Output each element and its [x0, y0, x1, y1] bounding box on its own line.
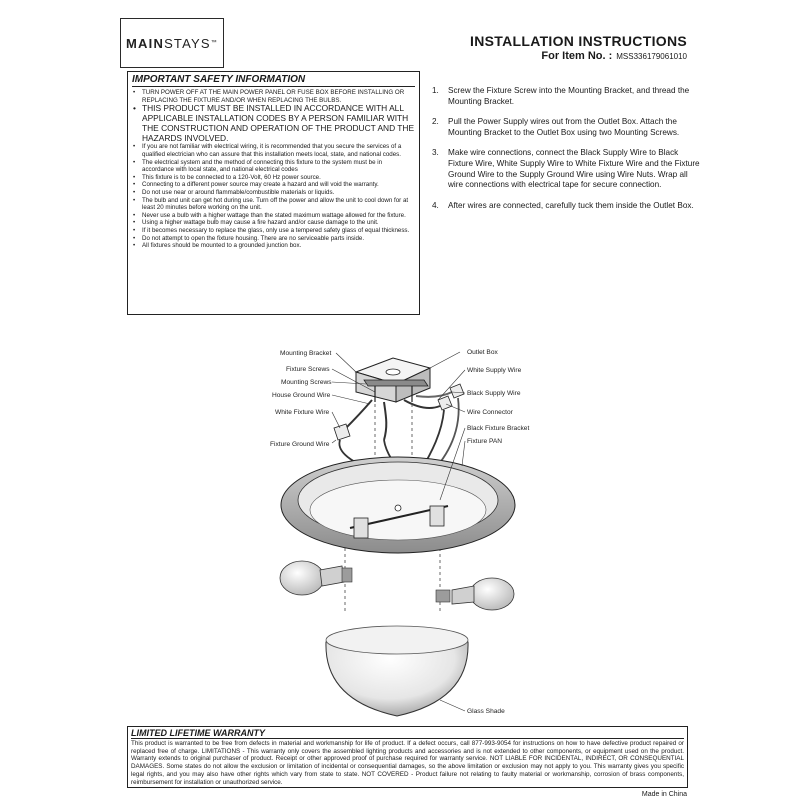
step-text: Make wire connections, connect the Black Supply Wire to Black Fixture Wire, White Supply Wire to White Fixture Wire and the Fixture Ground Wire to the Supply Ground Wire using Wire Nuts. Wrap all wire connections with electrical tape for secure connection.	[448, 148, 700, 190]
item-label: For Item No. :	[541, 50, 613, 62]
safety-item: • If it becomes necessary to replace the glass, only use a tempered safety glass of equal thickness.	[132, 227, 415, 235]
safety-item: • If you are not familiar with electrical wiring, it is recommended that you secure the services of a qualified electrician who can assure that this installation meets local, state, and national codes.	[132, 143, 415, 158]
label-house-ground-wire: House Ground Wire	[272, 392, 331, 399]
step-number: 4.	[432, 200, 439, 210]
bulb-left	[280, 561, 352, 595]
glass-shade	[326, 626, 468, 716]
label-outlet-box: Outlet Box	[467, 349, 498, 356]
brand-tm: ™	[210, 40, 218, 46]
brand-bold: MAIN	[126, 35, 165, 51]
step-text: After wires are connected, carefully tuck them inside the Outlet Box.	[448, 200, 694, 210]
label-glass-shade: Glass Shade	[467, 708, 505, 715]
label-white-fixture-wire: White Fixture Wire	[275, 409, 330, 416]
brand-light: STAYS	[164, 35, 211, 51]
warranty-heading: LIMITED LIFETIME WARRANTY	[131, 728, 684, 739]
step-text: Screw the Fixture Screw into the Mounting Bracket, and thread the Mounting Bracket.	[448, 86, 690, 106]
label-mounting-bracket: Mounting Bracket	[280, 350, 332, 357]
safety-item: • All fixtures should be mounted to a grounded junction box.	[132, 242, 415, 250]
label-wire-connector: Wire Connector	[467, 409, 513, 416]
made-in-label: Made in China	[641, 791, 687, 798]
safety-item: • This fixture is to be connected to a 120-Volt, 60 Hz power source.	[132, 174, 415, 182]
safety-item: • Do not use near or around flammable/combustible materials or liquids.	[132, 189, 415, 197]
mounting-bracket	[364, 380, 428, 386]
safety-item: • The bulb and unit can get hot during use. Turn off the power and allow the unit to cool down for at least 20 minutes before working on the unit.	[132, 197, 415, 212]
safety-item: • Never use a bulb with a higher wattage than the stated maximum wattage allowed for the fixture.	[132, 212, 415, 220]
safety-item: • THIS PRODUCT MUST BE INSTALLED IN ACCORDANCE WITH ALL APPLICABLE INSTALLATION CODES BY A PERSON FAMILIAR WITH THE CONSTRUCTION AND OPERATION OF THE PRODUCT AND THE HAZARDS INVOLVED.	[132, 104, 415, 143]
label-fixture-screws: Fixture Screws	[286, 366, 330, 373]
label-black-fixture-bracket: Black Fixture Bracket	[467, 425, 530, 432]
fixture-pan	[281, 457, 515, 553]
step-number: 2.	[432, 117, 439, 127]
page-title: INSTALLATION INSTRUCTIONS	[470, 33, 687, 49]
label-black-supply-wire: Black Supply Wire	[467, 390, 521, 397]
safety-item: • The electrical system and the method of connecting this fixture to the system must be in accordance with local state, and national electrical codes	[132, 159, 415, 174]
safety-item: • Using a higher wattage bulb may cause a fire hazard and/or cause damage to the unit.	[132, 219, 415, 227]
warranty-box	[127, 726, 688, 788]
label-white-supply-wire: White Supply Wire	[467, 367, 522, 374]
safety-item: • TURN POWER OFF AT THE MAIN POWER PANEL OR FUSE BOX BEFORE INSTALLING OR REPLACING THE FIXTURE AND/OR WHEN REPLACING THE BULBS.	[132, 89, 415, 104]
bulb-right	[436, 578, 514, 610]
safety-item: • Do not attempt to open the fixture housing. There are no serviceable parts inside.	[132, 235, 415, 243]
label-mounting-screws: Mounting Screws	[281, 379, 332, 386]
step-text: Pull the Power Supply wires out from the Outlet Box. Attach the Mounting Bracket to the Outlet Box using two Mounting Screws.	[448, 117, 680, 137]
label-fixture-pan: Fixture PAN	[467, 438, 503, 445]
step-number: 1.	[432, 86, 439, 95]
item-number: MSS336179061010	[616, 52, 687, 61]
step-number: 3.	[432, 148, 439, 158]
label-fixture-ground-wire: Fixture Ground Wire	[270, 441, 330, 448]
warranty-text: This product is warranted to be free from defects in material and workmanship for life of product. If a defect occurs, call 877-993-9054 for instructions on how to have defective product repaired or replaced free of charge. LIMITATIONS - This warranty only covers the assembled lighting products and accessories and is not extended to other components, or equipment used on the product. Warranty extends to original purchaser of product. Receipt or other approved proof of purchase required for warranty service. NOT LIABLE FOR INCIDENTAL, INDIRECT, OR CONSEQUENTIAL DAMAGES. Some states do not allow the exclusion or limitation of incidental or consequential damages, so the above limitation or exclusion may not apply to you. This warranty gives you specific legal rights, and you may also have other rights which vary from state to state. NOT COVERED - Product failure not relating to faulty material or workmanship, corrosion of brass components, reimbursement for installation or unauthorized service.	[131, 740, 684, 786]
safety-heading: IMPORTANT SAFETY INFORMATION	[132, 74, 415, 87]
safety-item: • Connecting to a different power source may create a hazard and will void the warranty.	[132, 181, 415, 189]
